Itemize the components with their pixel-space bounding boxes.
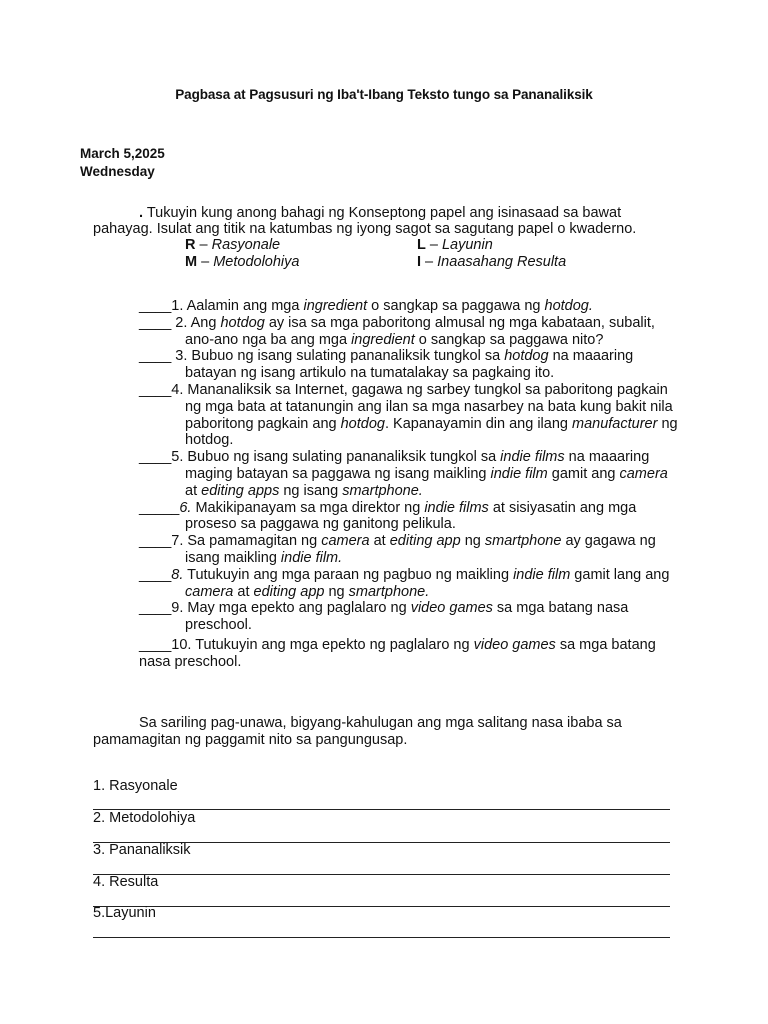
- legend-l: L – Layunin: [417, 237, 493, 253]
- question-item-3: ____ 3. Bubuo ng isang sulating pananaliksik tungkol sa hotdog na maaaring batayan ng isang artikulo na tumatalakay sa pagkaing ito.: [139, 348, 634, 382]
- instruction-bullet: .: [139, 205, 144, 221]
- question-item-9: ____9. May mga epekto ang paglalaro ng video games sa mga batang nasa preschool.: [139, 600, 629, 634]
- question-item-10: ____10. Tutukuyin ang mga epekto ng paglalaro ng video games sa mga batang nasa preschool.: [139, 636, 656, 670]
- instruction-line1: Tukuyin kung anong bahagi ng Konseptong papel ang isinasaad sa bawat: [146, 205, 622, 221]
- question-item-5: ____5. Bubuo ng isang sulating pananaliksik tungkol sa indie films na maaaring maging batayan sa paggawa ng isang maikling indie film gamit ang camera at editing apps ng isang smartphone.: [139, 449, 668, 499]
- vocab-item-4: 4. Resulta: [93, 874, 159, 890]
- legend-i: I – Inaasahang Resulta: [417, 254, 567, 270]
- day-label: Wednesday: [80, 164, 155, 179]
- vocab-item-1: 1. Rasyonale: [93, 778, 178, 794]
- legend-r: R – Rasyonale: [185, 237, 281, 253]
- question-list: [139, 298, 679, 671]
- instructions: [93, 205, 683, 237]
- question-item-8: ____8. Tutukuyin ang mga paraan ng pagbuo ng maikling indie film gamit lang ang camera at editing app ng smartphone.: [139, 566, 670, 600]
- document-title: Pagbasa at Pagsusuri ng Iba't-Ibang Teksto tungo sa Pananaliksik: [175, 87, 593, 102]
- date-label: March 5,2025: [80, 146, 165, 161]
- instruction-line2: pahayag. Isulat ang titik na katumbas ng iyong sagot sa sagutang papel o kwaderno.: [93, 221, 637, 237]
- vocab-item-2: 2. Metodolohiya: [93, 810, 196, 826]
- question-item-7: ____7. Sa pamamagitan ng camera at editing app ng smartphone ay gagawa ng isang maikling indie film.: [139, 533, 656, 566]
- part2-instruction: Sa sariling pag-unawa, bigyang-kahulugan ang mga salitang nasa ibaba sa pamamagitan ng paggamit nito sa pangungusap.: [93, 715, 622, 748]
- question-item-2: ____ 2. Ang hotdog ay isa sa mga paboritong almusal ng mga kabataan, subalit, ano-ano nga ba ang mga ingredient o sangkap sa paggawa nito?: [139, 314, 655, 348]
- legend-m: M – Metodolohiya: [185, 254, 300, 270]
- vocab-item-5: 5.Layunin: [93, 905, 156, 921]
- question-item-1: ____1. Aalamin ang mga ingredient o sangkap sa paggawa ng hotdog.: [139, 298, 593, 314]
- vocab-item-3: 3. Pananaliksik: [93, 842, 191, 858]
- question-item-6: _____6. Makikipanayam sa mga direktor ng indie films at sisiyasatin ang mga proseso sa paggawa ng ganitong pelikula.: [139, 499, 637, 533]
- question-item-4: ____4. Mananaliksik sa Internet, gagawa ng sarbey tungkol sa paboritong pagkain ng mga bata at tatanungin ang ilan sa mga nasarbey na bata kung bakit nila paboritong pagkain ang hotdog. Kapanayamin din ang ilang manufacturer ng hotdog.: [139, 381, 678, 449]
- answer-line: [93, 937, 670, 938]
